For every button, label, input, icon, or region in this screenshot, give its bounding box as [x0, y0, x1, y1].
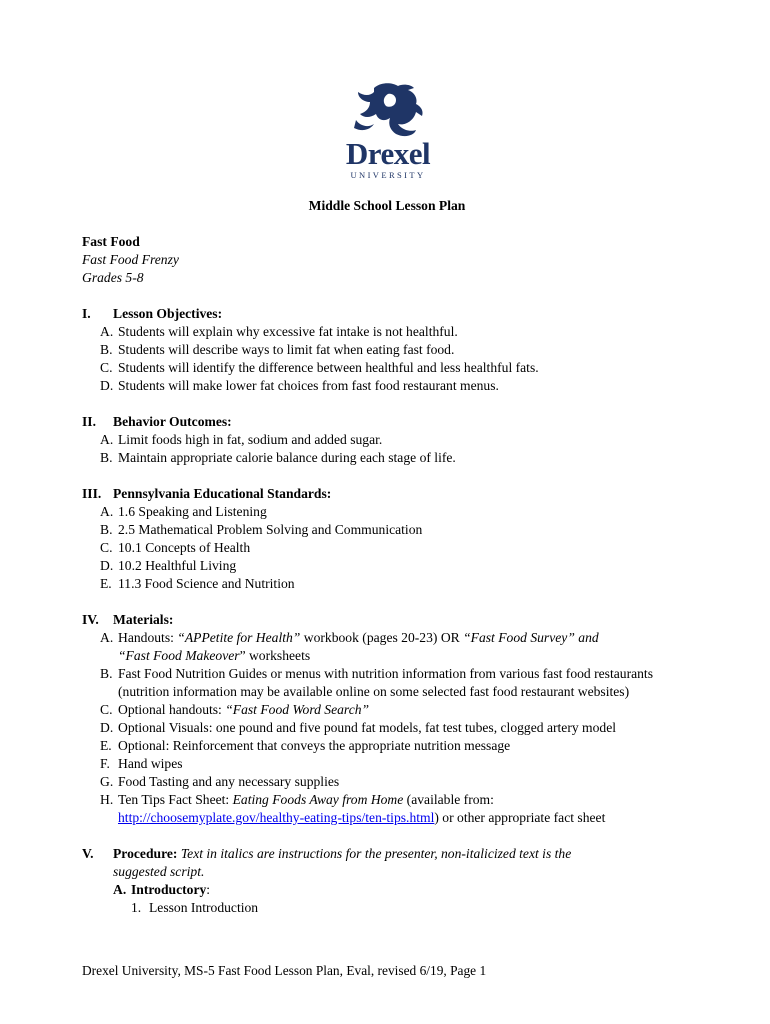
standards-list [82, 503, 692, 593]
section-heading: II. Behavior Outcomes: [82, 414, 232, 429]
procedure-note-cont: suggested script. [113, 864, 205, 879]
list-item: C. Optional handouts: “Fast Food Word Search” [100, 702, 370, 717]
logo-subtext: UNIVERSITY [350, 170, 426, 180]
list-item: A. 1.6 Speaking and Listening [100, 504, 267, 519]
outcomes-list [82, 431, 692, 467]
section-heading: V. Procedure: Text in italics are instructions for the presenter, non-italicized text is the [82, 846, 572, 861]
section-objectives [82, 305, 692, 395]
logo-wordmark: Drexel [345, 136, 431, 171]
section-heading: IV. Materials: [82, 612, 174, 627]
dragon-icon [344, 80, 432, 140]
list-item: B. Maintain appropriate calorie balance during each stage of life. [100, 450, 456, 465]
list-item: A. Handouts: “APPetite for Health” workbook (pages 20-23) OR “Fast Food Survey” and “Fast Food Makeover” worksheets [100, 630, 599, 663]
list-item: E. 11.3 Food Science and Nutrition [100, 576, 295, 591]
list-item: D. Optional Visuals: one pound and five pound fat models, fat test tubes, clogged artery model [100, 720, 617, 735]
procedure-note: Text in italics are instructions for the presenter, non-italicized text is the [180, 846, 572, 861]
section-heading: III. Pennsylvania Educational Standards: [82, 486, 332, 501]
list-item: A. Students will explain why excessive fat intake is not healthful. [100, 324, 458, 339]
drexel-logo [338, 80, 438, 180]
section-procedure [82, 845, 692, 917]
list-item: D. 10.2 Healthful Living [100, 558, 237, 573]
document-title: Middle School Lesson Plan [308, 198, 466, 213]
list-item: H. Ten Tips Fact Sheet: Eating Foods Away from Home (available from: http://choosemyplate.gov/healthy-eating-tips/ten-tips.html) or other appropriate fact sheet [100, 792, 606, 825]
list-item: G. Food Tasting and any necessary supplies [100, 774, 340, 789]
list-item: B. Fast Food Nutrition Guides or menus with nutrition information from various fast food restaurants (nutrition information may be available online on some selected fast food restaurant websites) [100, 666, 653, 699]
section-standards [82, 485, 692, 593]
objectives-list [82, 323, 692, 395]
procedure-step: 1. Lesson Introduction [131, 900, 259, 915]
page-footer: Drexel University, MS-5 Fast Food Lesson Plan, Eval, revised 6/19, Page 1 [82, 963, 487, 978]
section-materials [82, 611, 692, 827]
list-item: A. Limit foods high in fat, sodium and added sugar. [100, 432, 383, 447]
list-item: D. Students will make lower fat choices from fast food restaurant menus. [100, 378, 499, 393]
list-item: E. Optional: Reinforcement that conveys the appropriate nutrition message [100, 738, 511, 753]
list-item: B. 2.5 Mathematical Problem Solving and Communication [100, 522, 423, 537]
list-item: C. Students will identify the difference between healthful and less healthful fats. [100, 360, 539, 375]
list-item: C. 10.1 Concepts of Health [100, 540, 251, 555]
list-item: B. Students will describe ways to limit fat when eating fast food. [100, 342, 455, 357]
section-outcomes [82, 413, 692, 467]
topic: Fast Food [82, 234, 140, 249]
materials-list [82, 629, 692, 827]
procedure-subheading: A. Introductory: [113, 882, 211, 897]
list-item: F. Hand wipes [100, 756, 183, 771]
section-heading: I. Lesson Objectives: [82, 306, 223, 321]
lesson-plan-body [82, 197, 692, 917]
ten-tips-link[interactable]: http://choosemyplate.gov/healthy-eating-tips/ten-tips.html [118, 810, 435, 825]
lesson-name: Fast Food Frenzy [82, 252, 179, 267]
grades: Grades 5-8 [82, 270, 144, 285]
